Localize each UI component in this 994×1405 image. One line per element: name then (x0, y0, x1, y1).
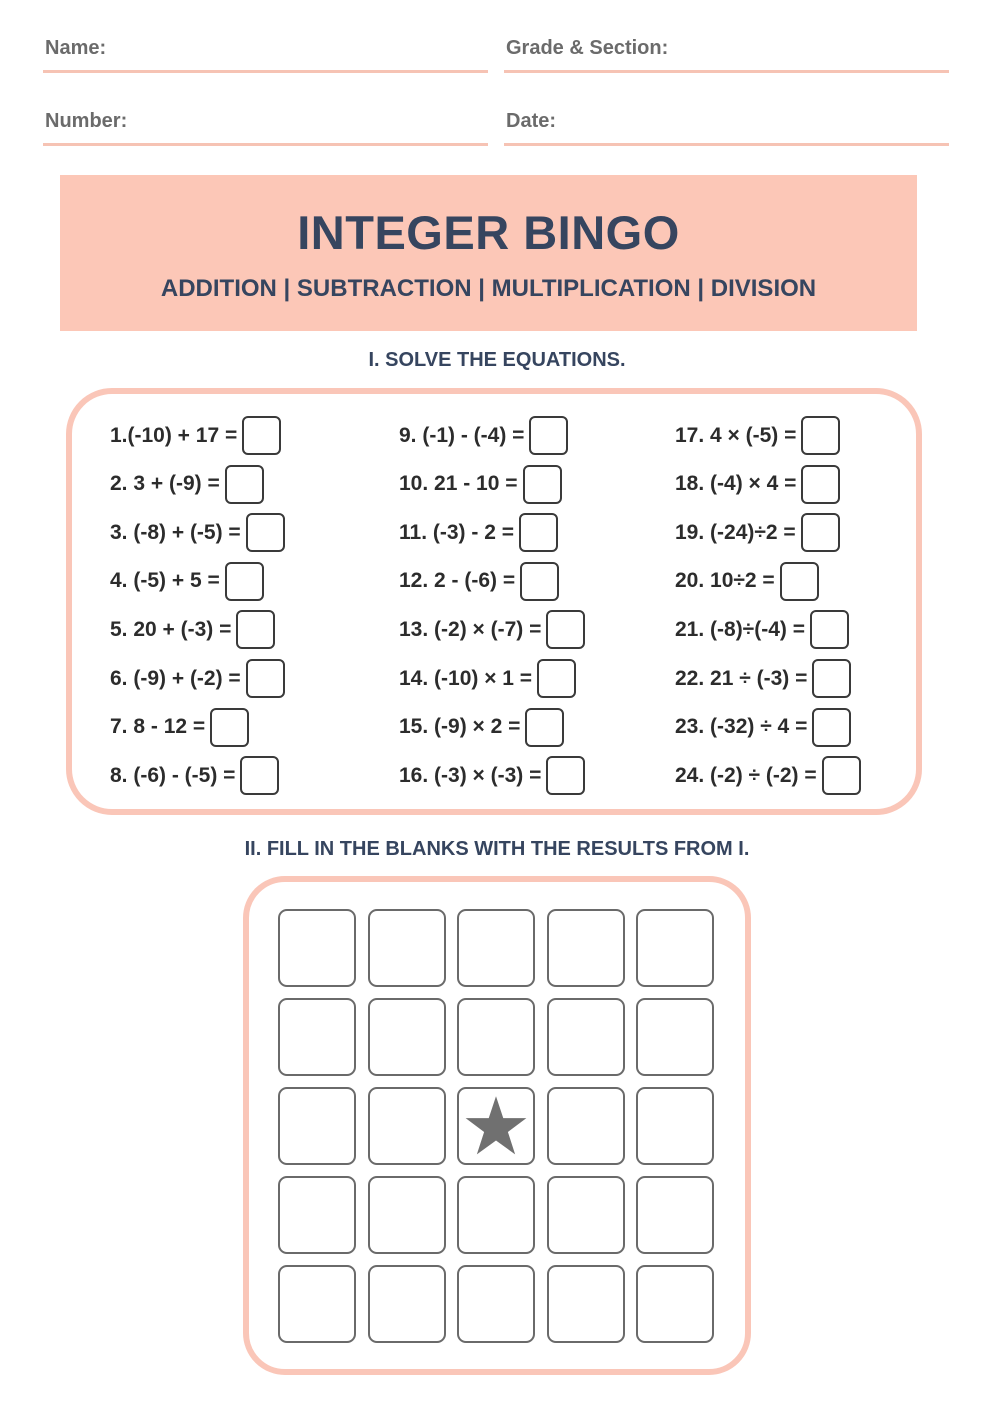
equation-3 (110, 513, 285, 552)
equation-1 (110, 416, 281, 455)
equation-17 (675, 416, 840, 455)
equation-11 (399, 513, 558, 552)
answer-box-12[interactable] (520, 562, 559, 601)
equation-text: 8. (-6) - (-5) = (110, 763, 236, 787)
equation-text: 24. (-2) ÷ (-2) = (675, 763, 817, 787)
equation-text: 11. (-3) - 2 = (399, 520, 514, 544)
equation-8 (110, 756, 279, 795)
answer-box-24[interactable] (822, 756, 861, 795)
answer-box-5[interactable] (236, 610, 275, 649)
bingo-cell[interactable] (636, 1265, 714, 1343)
answer-box-1[interactable] (242, 416, 281, 455)
equation-2 (110, 465, 264, 504)
bingo-cell[interactable] (636, 909, 714, 987)
bingo-cell[interactable] (457, 909, 535, 987)
bingo-cell[interactable] (547, 909, 625, 987)
bingo-cell[interactable] (278, 1176, 356, 1254)
title-banner (60, 175, 917, 331)
equation-text: 6. (-9) + (-2) = (110, 666, 241, 690)
date-field[interactable] (504, 110, 949, 150)
answer-box-22[interactable] (812, 659, 851, 698)
equation-text: 14. (-10) × 1 = (399, 666, 533, 690)
answer-box-21[interactable] (810, 610, 849, 649)
free-space-cell (457, 1087, 535, 1165)
equation-10 (399, 465, 562, 504)
equation-text: 17. 4 × (-5) = (675, 423, 797, 447)
bingo-cell[interactable] (457, 1265, 535, 1343)
bingo-cell[interactable] (368, 1087, 446, 1165)
equation-text: 15. (-9) × 2 = (399, 715, 521, 739)
bingo-cell[interactable] (368, 1265, 446, 1343)
bingo-cell[interactable] (547, 1087, 625, 1165)
equation-7 (110, 708, 249, 747)
equation-12 (399, 562, 559, 601)
equation-16 (399, 756, 585, 795)
name-field[interactable] (43, 37, 488, 77)
name-label: Name: (45, 37, 107, 59)
equation-text: 2. 3 + (-9) = (110, 472, 220, 496)
answer-box-18[interactable] (801, 465, 840, 504)
answer-box-20[interactable] (780, 562, 819, 601)
equation-text: 1.(-10) + 17 = (110, 423, 238, 447)
answer-box-6[interactable] (246, 659, 285, 698)
equation-24 (675, 756, 861, 795)
bingo-cell[interactable] (547, 1265, 625, 1343)
grade-section-label: Grade & Section: (506, 37, 669, 59)
equation-14 (399, 659, 576, 698)
answer-box-11[interactable] (519, 513, 558, 552)
equation-20 (675, 562, 819, 601)
bingo-cell[interactable] (368, 909, 446, 987)
equation-text: 5. 20 + (-3) = (110, 617, 232, 641)
grade-section-line (504, 70, 949, 73)
bingo-cell[interactable] (636, 1087, 714, 1165)
answer-box-8[interactable] (240, 756, 279, 795)
equation-text: 18. (-4) × 4 = (675, 472, 797, 496)
equation-4 (110, 562, 264, 601)
number-label: Number: (45, 110, 128, 132)
bingo-cell[interactable] (278, 998, 356, 1076)
answer-box-15[interactable] (525, 708, 564, 747)
date-label: Date: (506, 110, 557, 132)
equation-text: 12. 2 - (-6) = (399, 569, 516, 593)
bingo-cell[interactable] (547, 1176, 625, 1254)
equation-13 (399, 610, 585, 649)
answer-box-19[interactable] (801, 513, 840, 552)
bingo-cell[interactable] (636, 1176, 714, 1254)
answer-box-23[interactable] (812, 708, 851, 747)
equation-text: 19. (-24)÷2 = (675, 520, 796, 544)
bingo-cell[interactable] (278, 909, 356, 987)
equation-text: 13. (-2) × (-7) = (399, 617, 542, 641)
answer-box-14[interactable] (537, 659, 576, 698)
answer-box-4[interactable] (225, 562, 264, 601)
worksheet-subtitle: ADDITION | SUBTRACTION | MULTIPLICATION | DIVISION (160, 275, 817, 302)
star-icon (463, 1093, 529, 1159)
name-line (43, 70, 488, 73)
equation-text: 3. (-8) + (-5) = (110, 520, 241, 544)
number-field[interactable] (43, 110, 488, 150)
equation-5 (110, 610, 275, 649)
equation-19 (675, 513, 840, 552)
equation-text: 7. 8 - 12 = (110, 715, 206, 739)
answer-box-9[interactable] (529, 416, 568, 455)
equation-9 (399, 416, 568, 455)
equation-text: 9. (-1) - (-4) = (399, 423, 525, 447)
equation-15 (399, 708, 564, 747)
bingo-cell[interactable] (368, 998, 446, 1076)
equation-text: 4. (-5) + 5 = (110, 569, 220, 593)
answer-box-2[interactable] (225, 465, 264, 504)
equation-18 (675, 465, 840, 504)
answer-box-7[interactable] (210, 708, 249, 747)
equation-text: 21. (-8)÷(-4) = (675, 617, 805, 641)
answer-box-17[interactable] (801, 416, 840, 455)
bingo-cell[interactable] (636, 998, 714, 1076)
date-line (504, 143, 949, 146)
answer-box-16[interactable] (546, 756, 585, 795)
worksheet-title: INTEGER BINGO (297, 206, 680, 259)
bingo-cell[interactable] (457, 1176, 535, 1254)
bingo-cell[interactable] (278, 1087, 356, 1165)
equation-text: 10. 21 - 10 = (399, 472, 518, 496)
answer-box-13[interactable] (546, 610, 585, 649)
answer-box-10[interactable] (523, 465, 562, 504)
answer-box-3[interactable] (246, 513, 285, 552)
section-1-title: I. SOLVE THE EQUATIONS. (368, 349, 626, 371)
bingo-cell[interactable] (547, 998, 625, 1076)
equation-text: 23. (-32) ÷ 4 = (675, 715, 808, 739)
grade-section-field[interactable] (504, 37, 949, 77)
bingo-cell[interactable] (368, 1176, 446, 1254)
bingo-cell[interactable] (457, 998, 535, 1076)
equation-text: 20. 10÷2 = (675, 569, 775, 593)
equation-6 (110, 659, 285, 698)
equation-text: 22. 21 ÷ (-3) = (675, 666, 808, 690)
equation-21 (675, 610, 849, 649)
section-2-title: II. FILL IN THE BLANKS WITH THE RESULTS FROM I. (244, 838, 750, 860)
number-line (43, 143, 488, 146)
equation-23 (675, 708, 851, 747)
equation-text: 16. (-3) × (-3) = (399, 763, 542, 787)
equation-22 (675, 659, 851, 698)
bingo-cell[interactable] (278, 1265, 356, 1343)
